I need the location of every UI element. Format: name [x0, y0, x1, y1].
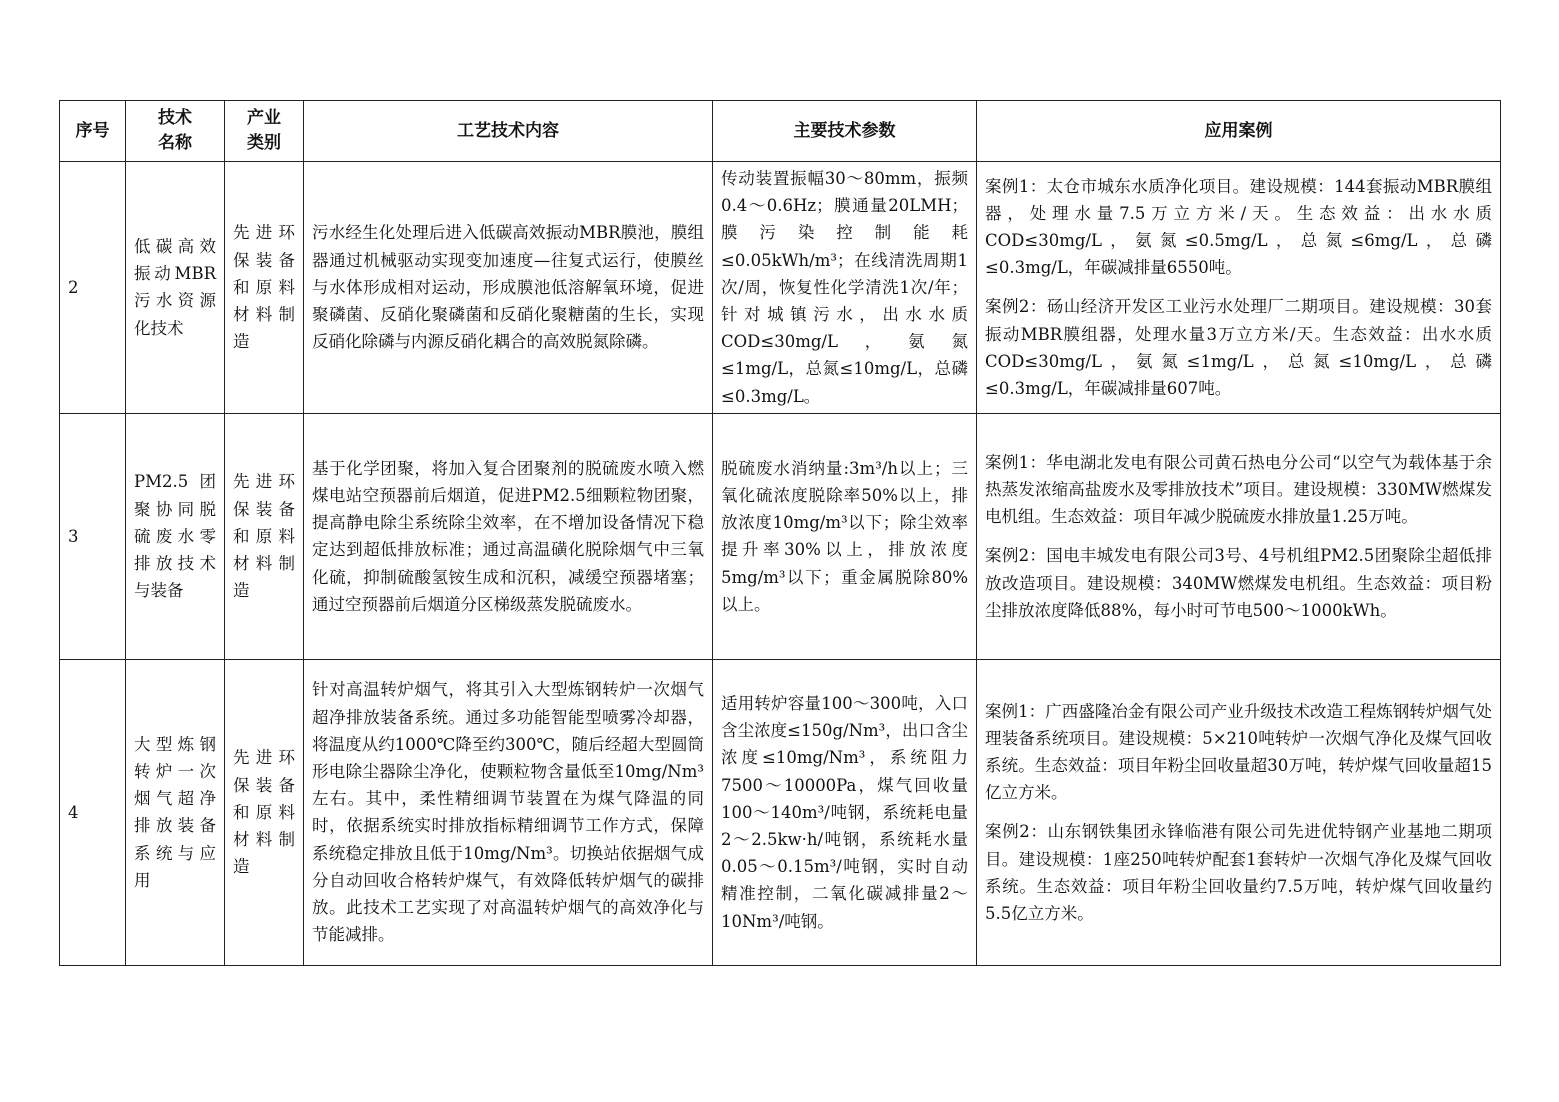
case-1: 案例1：太仓市城东水质净化项目。建设规模：144套振动MBR膜组器，处理水量7.5万立方米/天。生态效益：出水水质COD≤30mg/L，氨氮≤0.5mg/L，总氮≤6mg/L，总磷≤0.3mg/L，年碳减排量6550吨。	[985, 176, 1492, 278]
table-row	[60, 413, 1501, 659]
row-seq: 2	[60, 162, 126, 414]
row-application-cases	[977, 413, 1501, 659]
table-header-row	[60, 101, 1501, 162]
case-2: 案例2：山东钢铁集团永锋临港有限公司先进优特钢产业基地二期项目。建设规模：1座250吨转炉配套1套转炉一次烟气净化及煤气回收系统。生态效益：项目年粉尘回收量约7.5万吨，转炉煤气回收量约5.5亿立方米。	[985, 822, 1492, 923]
row-process-content: 基于化学团聚，将加入复合团聚剂的脱硫废水喷入燃煤电站空预器前后烟道，促进PM2.5细颗粒物团聚，提高静电除尘系统除尘效率，在不增加设备情况下稳定达到超低排放标准；通过高温磺化脱除烟气中三氧化硫，抑制硫酸氢铵生成和沉积，减缓空预器堵塞；通过空预器前后烟道分区梯级蒸发脱硫废水。	[304, 413, 713, 659]
row-application-cases	[977, 659, 1501, 965]
row-industry-category: 先进环保装备和原料材料制造	[225, 413, 304, 659]
row-process-content: 污水经生化处理后进入低碳高效振动MBR膜池，膜组器通过机械驱动实现变加速度—往复式运行，使膜丝与水体形成相对运动，形成膜池低溶解氧环境，促进聚磷菌、反硝化聚磷菌和反硝化聚糖菌的生长，实现反硝化除磷与内源反硝化耦合的高效脱氮除磷。	[304, 162, 713, 414]
table-row	[60, 162, 1501, 414]
row-tech-name: 大型炼钢转炉一次烟气超净排放装备系统与应用	[126, 659, 225, 965]
technology-table	[59, 100, 1501, 966]
row-tech-name: 低碳高效振动MBR污水资源化技术	[126, 162, 225, 414]
row-main-parameters: 适用转炉容量100～300吨，入口含尘浓度≤150g/Nm³，出口含尘浓度≤10mg/Nm³，系统阻力7500～10000Pa，煤气回收量100～140m³/吨钢，系统耗电量2～2.5kw·h/吨钢，系统耗水量0.05～0.15m³/吨钢，实时自动精准控制，二氧化碳减排量2～10Nm³/吨钢。	[713, 659, 977, 965]
case-1: 案例1：广西盛隆冶金有限公司产业升级技术改造工程炼钢转炉烟气处理装备系统项目。建设规模：5×210吨转炉一次烟气净化及煤气回收系统。生态效益：项目年粉尘回收量超30万吨，转炉煤气回收量超15亿立方米。	[985, 701, 1492, 803]
row-industry-category: 先进环保装备和原料材料制造	[225, 162, 304, 414]
header-application-cases: 应用案例	[977, 101, 1501, 162]
header-tech-name: 技术 名称	[126, 101, 225, 162]
case-2: 案例2：国电丰城发电有限公司3号、4号机组PM2.5团聚除尘超低排放改造项目。建设规模：340MW燃煤发电机组。生态效益：项目粉尘排放浓度降低88%，每小时可节电500～1000kWh。	[985, 546, 1492, 620]
row-application-cases	[977, 162, 1501, 414]
row-tech-name: PM2.5团聚协同脱硫废水零排放技术与装备	[126, 413, 225, 659]
row-seq: 3	[60, 413, 126, 659]
row-seq: 4	[60, 659, 126, 965]
row-main-parameters: 脱硫废水消纳量:3m³/h以上；三氧化硫浓度脱除率50%以上，排放浓度10mg/m³以下；除尘效率提升率30%以上，排放浓度5mg/m³以下；重金属脱除80%以上。	[713, 413, 977, 659]
row-industry-category: 先进环保装备和原料材料制造	[225, 659, 304, 965]
header-seq: 序号	[60, 101, 126, 162]
header-industry-category: 产业 类别	[225, 101, 304, 162]
row-process-content: 针对高温转炉烟气，将其引入大型炼钢转炉一次烟气超净排放装备系统。通过多功能智能型喷雾冷却器，将温度从约1000℃降至约300℃，随后经超大型圆筒形电除尘器除尘净化，使颗粒物含量低至10mg/Nm³左右。其中，柔性精细调节装置在为煤气降温的同时，依据系统实时排放指标精细调节工作方式，保障系统稳定排放且低于10mg/Nm³。切换站依据烟气成分自动回收合格转炉煤气，有效降低转炉烟气的碳排放。此技术工艺实现了对高温转炉烟气的高效净化与节能减排。	[304, 659, 713, 965]
table-row	[60, 659, 1501, 965]
header-main-parameters: 主要技术参数	[713, 101, 977, 162]
case-1: 案例1：华电湖北发电有限公司黄石热电分公司“以空气为载体基于余热蒸发浓缩高盐废水及零排放技术”项目。建设规模：330MW燃煤发电机组。生态效益：项目年减少脱硫废水排放量1.25万吨。	[985, 452, 1492, 527]
case-2: 案例2：砀山经济开发区工业污水处理厂二期项目。建设规模：30套振动MBR膜组器，处理水量3万立方米/天。生态效益：出水水质COD≤30mg/L，氨氮≤1mg/L，总氮≤10mg/L，总磷≤0.3mg/L，年碳减排量607吨。	[985, 297, 1492, 399]
header-process-content: 工艺技术内容	[304, 101, 713, 162]
row-main-parameters: 传动装置振幅30～80mm，振频0.4～0.6Hz；膜通量20LMH；膜污染控制能耗≤0.05kWh/m³；在线清洗周期1次/周，恢复性化学清洗1次/年；针对城镇污水，出水水质COD≤30mg/L，氨氮≤1mg/L，总氮≤10mg/L，总磷≤0.3mg/L。	[713, 162, 977, 414]
